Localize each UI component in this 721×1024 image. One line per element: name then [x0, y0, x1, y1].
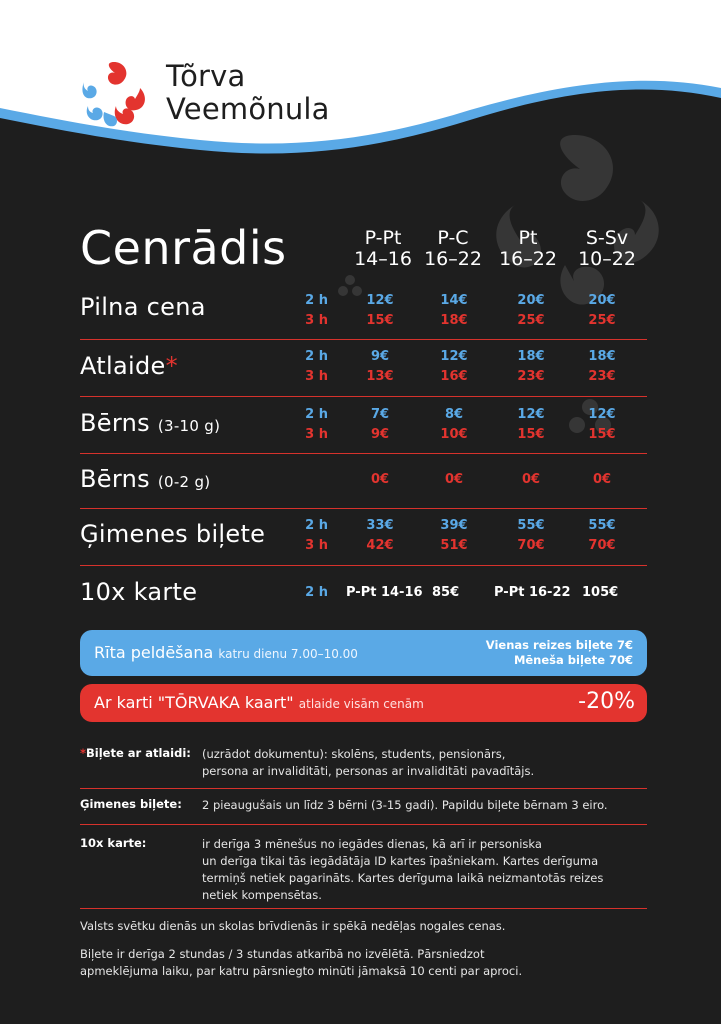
- asterisk-mark: *: [165, 352, 178, 380]
- note-key-family: Ģimenes biļete:: [80, 797, 182, 811]
- duration-3h: 3 h: [305, 427, 328, 442]
- duration-2h: 2 h: [305, 518, 328, 533]
- price-cell: 12€: [517, 407, 545, 422]
- note-line: netiek kompensētas.: [202, 888, 322, 902]
- price-cell: 20€: [517, 293, 545, 308]
- note-line: 2 pieaugušais un līdz 3 bērni (3-15 gadi). Papildu biļete bērnam 3 eiro.: [202, 798, 608, 812]
- asterisk-mark: *: [80, 746, 87, 760]
- discount-card-title: [94, 693, 424, 712]
- row-divider: [80, 453, 647, 454]
- row-label-full-price: [80, 293, 206, 321]
- brand-line-1: Tõrva: [166, 59, 246, 93]
- row-label-text: Pilna cena: [80, 293, 206, 321]
- price-cell: 18€: [588, 349, 616, 364]
- duration-3h: 3 h: [305, 313, 328, 328]
- price-cell: 12€: [366, 293, 394, 308]
- price-cell: 16€: [440, 369, 468, 384]
- footer-line: apmeklējuma laiku, par katru pārsniegto minūti jāmaksā 10 centi par aproci.: [80, 964, 523, 978]
- row-label-text: Atlaide: [80, 352, 166, 380]
- footer-holiday-note: Valsts svētku dienās un skolas brīvdienās ir spēkā nedēļas nogales cenas.: [80, 919, 506, 933]
- morning-swim-prices: [486, 638, 633, 668]
- discount-value: -20%: [578, 689, 635, 714]
- row-divider: [80, 508, 647, 509]
- column-hours: 10–22: [578, 248, 636, 270]
- column-hours: 16–22: [499, 248, 557, 270]
- row-divider: [80, 396, 647, 397]
- price-cell: 55€: [588, 518, 616, 533]
- price-cell: 15€: [588, 427, 616, 442]
- price-cell: 12€: [588, 407, 616, 422]
- price-cell: 18€: [517, 349, 545, 364]
- price-cell: 7€: [370, 407, 390, 422]
- price-cell: 0€: [370, 472, 390, 487]
- row-label-text: Bērns: [80, 409, 150, 437]
- duration-2h: 2 h: [305, 585, 328, 600]
- price-cell: 0€: [592, 472, 612, 487]
- price-cell: 70€: [517, 538, 545, 553]
- price-cell: 51€: [440, 538, 468, 553]
- note-key-text: Biļete ar atlaidi:: [86, 746, 191, 760]
- note-value-discount: [202, 746, 652, 780]
- price-cell: 20€: [588, 293, 616, 308]
- price-cell: 18€: [440, 313, 468, 328]
- row-label-child: [80, 409, 220, 437]
- water-drops-logo-icon: [78, 58, 150, 130]
- note-key-10x-card: 10x karte:: [80, 836, 147, 850]
- note-line: persona ar invaliditāti, personas ar invaliditāti pavadītājs.: [202, 764, 535, 778]
- price-cell: 13€: [366, 369, 394, 384]
- note-line: ir derīga 3 mēnešus no iegādes dienas, kā arī ir personiska: [202, 837, 542, 851]
- price-cell: 14€: [440, 293, 468, 308]
- column-days: P-Pt: [364, 227, 402, 249]
- row-label-discount: [80, 352, 178, 380]
- column-days: S-Sv: [585, 227, 629, 249]
- price-cell: 15€: [366, 313, 394, 328]
- price-cell: 55€: [517, 518, 545, 533]
- note-divider: [80, 824, 647, 825]
- price-cell: 23€: [588, 369, 616, 384]
- row-label-infant: [80, 465, 210, 493]
- note-divider: [80, 908, 647, 909]
- note-line: un derīga tikai tās iegādātāja ID kartes īpašniekam. Kartes derīguma: [202, 854, 599, 868]
- price-cell: 25€: [588, 313, 616, 328]
- price-cell: 33€: [366, 518, 394, 533]
- note-divider: [80, 788, 647, 789]
- card-option-time: P-Pt 16-22: [494, 585, 571, 600]
- card-option-price: 105€: [582, 585, 619, 600]
- note-value-10x-card: [202, 836, 652, 904]
- column-days: P-C: [437, 227, 469, 249]
- column-hours: 14–16: [354, 248, 412, 270]
- card-option-price: 85€: [432, 585, 460, 600]
- price-cell: 23€: [517, 369, 545, 384]
- column-header: [567, 228, 647, 270]
- price-cell: 9€: [370, 349, 390, 364]
- discount-card-banner: [80, 684, 647, 722]
- price-cell: 12€: [440, 349, 468, 364]
- row-label-family-ticket: [80, 520, 265, 548]
- row-label-age: (0-2 g): [157, 473, 211, 491]
- note-key-discount: [80, 746, 191, 760]
- price-cell: 39€: [440, 518, 468, 533]
- price-cell: 42€: [366, 538, 394, 553]
- duration-3h: 3 h: [305, 369, 328, 384]
- duration-2h: 2 h: [305, 349, 328, 364]
- column-header: [343, 228, 423, 270]
- page-title: Cenrādis: [80, 221, 287, 275]
- row-divider: [80, 339, 647, 340]
- note-value-family: [202, 797, 652, 814]
- morning-swim-banner: [80, 630, 647, 676]
- brand-line-2: Veemõnula: [166, 92, 330, 126]
- price-cell: 15€: [517, 427, 545, 442]
- single-ticket-price: Vienas reizes biļete 7€: [485, 638, 633, 652]
- row-label-text: Ģimenes biļete: [80, 520, 266, 548]
- duration-2h: 2 h: [305, 293, 328, 308]
- morning-swim-label: Rīta peldēšana: [94, 643, 214, 662]
- price-cell: 9€: [370, 427, 390, 442]
- duration-3h: 3 h: [305, 538, 328, 553]
- price-cell: 10€: [440, 427, 468, 442]
- row-label-10x-card: 10x karte: [80, 578, 198, 606]
- row-label-text: Bērns: [80, 465, 150, 493]
- price-cell: 8€: [444, 407, 464, 422]
- column-hours: 16–22: [424, 248, 482, 270]
- footer-validity-note: [80, 946, 650, 980]
- note-line: termiņš netiek pagarināts. Kartes derīguma laikā neizmantotās reizes: [202, 871, 604, 885]
- price-cell: 0€: [444, 472, 464, 487]
- discount-card-label: Ar karti "TŌRVAKA kaart": [94, 693, 294, 712]
- brand-name: [166, 60, 330, 126]
- price-cell: 25€: [517, 313, 545, 328]
- price-cell: 0€: [521, 472, 541, 487]
- footer-line: Biļete ir derīga 2 stundas / 3 stundas atkarībā no izvēlētā. Pārsniedzot: [80, 947, 485, 961]
- price-cell: 70€: [588, 538, 616, 553]
- morning-swim-hours: katru dienu 7.00–10.00: [218, 647, 358, 661]
- column-days: Pt: [518, 227, 538, 249]
- column-header: [488, 228, 568, 270]
- row-label-age: (3-10 g): [157, 417, 221, 435]
- row-divider: [80, 565, 647, 566]
- column-header: [413, 228, 493, 270]
- discount-card-subtitle: atlaide visām cenām: [298, 697, 424, 711]
- morning-swim-title: [94, 643, 358, 662]
- duration-2h: 2 h: [305, 407, 328, 422]
- monthly-ticket-price: Mēneša biļete 70€: [513, 653, 633, 667]
- note-line: (uzrādot dokumentu): skolēns, students, pensionārs,: [202, 747, 506, 761]
- card-option-time: P-Pt 14-16: [346, 585, 423, 600]
